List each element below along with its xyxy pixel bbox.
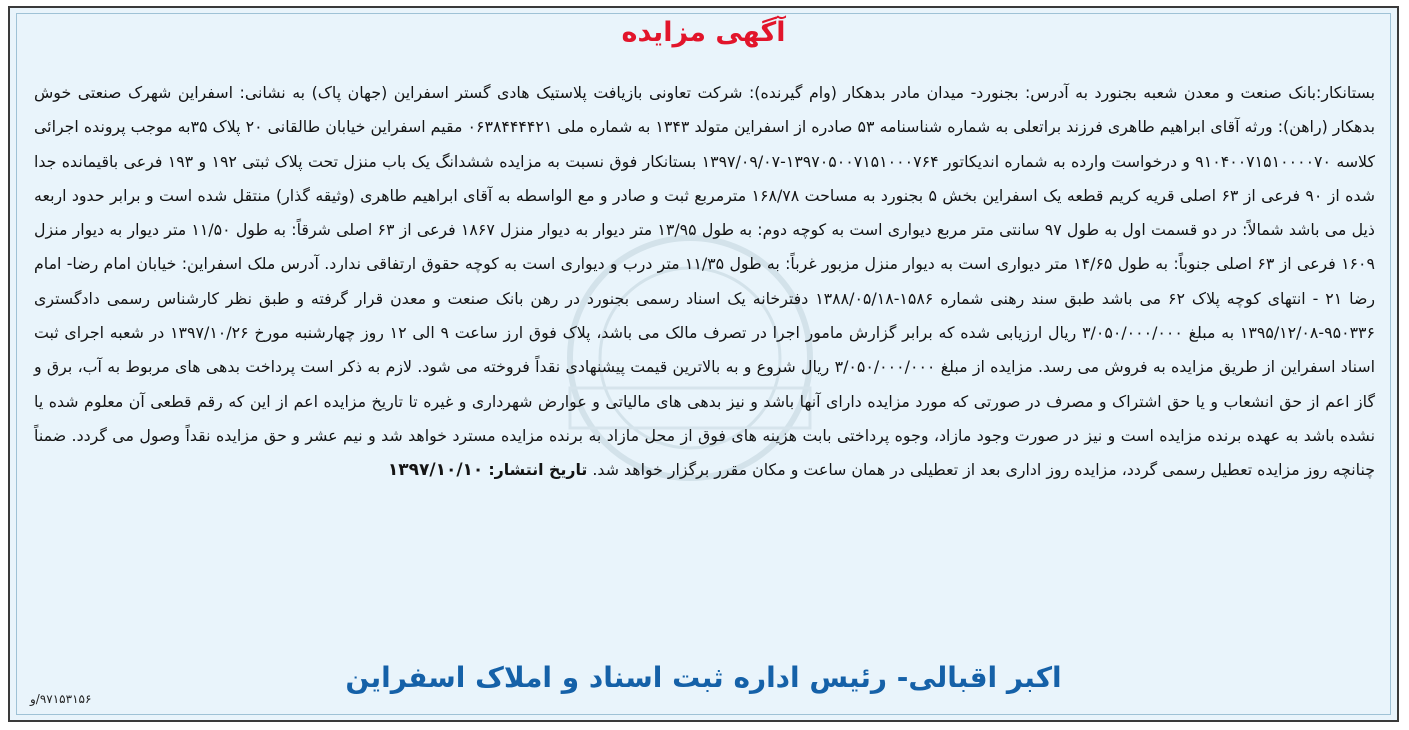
notice-body: [34, 76, 1375, 488]
notice-title: آگهی مزایده: [621, 17, 786, 48]
publish-date-label: تاریخ انتشار:: [488, 460, 588, 480]
notice-body-text: بستانکار:بانک صنعت و معدن شعبه بجنورد به آدرس: بجنورد- میدان مادر بدهکار (وام گیرنده): شرکت تعاونی بازیافت پلاستیک هادی گستر اسفراین (جهان پاک) به نشانی: اسفراین شهرک صنعتی خوش بدهکار (راهن): ورثه آقای ابراهیم طاهری فرزند براتعلی به شماره شناسنامه ۵۳ صادره از اسفراین متولد ۱۳۴۳ به شماره ملی ۰۶۳۸۴۴۴۴۲۱ مقیم اسفراین خیابان طالقانی ۲۰ پلاک ۳۵به موجب پرونده اجرائی کلاسه ۹۱۰۴۰۰۷۱۵۱۰۰۰۰۷۰ و درخواست وارده به شماره اندیکاتور ۱۳۹۷۰۵۰۰۷۱۵۱۰۰۰۷۶۴-۱۳۹۷/۰۹/۰۷ بستانکار فوق نسبت به مزایده ششدانگ یک باب منزل تحت پلاک ثبتی ۱۹۲ و ۱۹۳ فرعی باقیمانده جدا شده از ۹۰ فرعی از ۶۳ اصلی قریه کریم قطعه یک اسفراین بخش ۵ بجنورد به مساحت ۱۶۸/۷۸ مترمربع ثبت و صادر و مع الواسطه به آقای ابراهیم طاهری (وثیقه گذار) منتقل شده است و برابر حدود اربعه ذیل می باشد شمالاً: در دو قسمت اول به طول ۹۷ سانتی متر مربع دیواری است به کوچه دوم: به طول ۱۳/۹۵ متر دیوار به دیوار منزل ۱۸۶۷ فرعی از ۶۳ اصلی شرقاً: به طول ۱۱/۵۰ متر دیوار به دیوار منزل ۱۶۰۹ فرعی از ۶۳ اصلی جنوباً: به طول ۱۴/۶۵ متر دیواری است به دیوار منزل مزبور غرباً: به طول ۱۱/۳۵ متر درب و دیواری است به کوچه حقوق ارتفاقی ندارد. آدرس ملک اسفراین: خیابان امام رضا- امام رضا ۲۱ - انتهای کوچه پلاک ۶۲ می باشد طبق سند رهنی شماره ۱۵۸۶-۱۳۸۸/۰۵/۱۸ دفترخانه یک اسناد رسمی بجنورد در رهن بانک صنعت و معدن قرار گرفته و طبق نظر کارشناس رسمی دادگستری ۹۵۰۳۳۶-۱۳۹۵/۱۲/۰۸ به مبلغ ۳/۰۵۰/۰۰۰/۰۰۰ ریال ارزیابی شده که برابر گزارش مامور اجرا در تصرف مالک می باشد، پلاک فوق ارز ساعت ۹ الی ۱۲ روز چهارشنبه مورخ ۱۳۹۷/۱۰/۲۶ در شعبه اجرای ثبت اسناد اسفراین از طریق مزایده به فروش می رسد. مزایده از مبلغ ۳/۰۵۰/۰۰۰/۰۰۰ ریال شروع و به بالاترین قیمت پیشنهادی نقداً فروخته می شود. لازم به ذکر است پرداخت بدهی های مربوط به آب، برق و گاز اعم از حق انشعاب و یا حق اشتراک و مصرف در صورتی که مورد مزایده دارای آنها باشد و نیز بدهی های مالیاتی و عوارض شهرداری و غیره تا تاریخ مزایده اعم از این که رقم قطعی آن معلوم شده یا نشده باشد به عهده برنده مزایده است و نیز در صورت وجود مازاد، وجوه پرداختی بابت هزینه های فوق از محل مازاد به برنده مزایده مسترد خواهد شد و نیم عشر و حق مزایده نقداً وصول می گردد. ضمناً چنانچه روز مزایده تعطیل رسمی گردد، مزایده روز اداری بعد از تعطیلی در همان ساعت و مکان مقرر برگزار خواهد شد.: [34, 83, 1376, 480]
notice-signature: اکبر اقبالی- رئیس اداره ثبت اسناد و املاک اسفراین: [345, 661, 1062, 694]
reference-code: ۹۷۱۵۳۱۵۶/و: [30, 692, 92, 706]
notice-frame: [8, 6, 1399, 722]
publish-date: ۱۳۹۷/۱۰/۱۰: [387, 460, 484, 481]
